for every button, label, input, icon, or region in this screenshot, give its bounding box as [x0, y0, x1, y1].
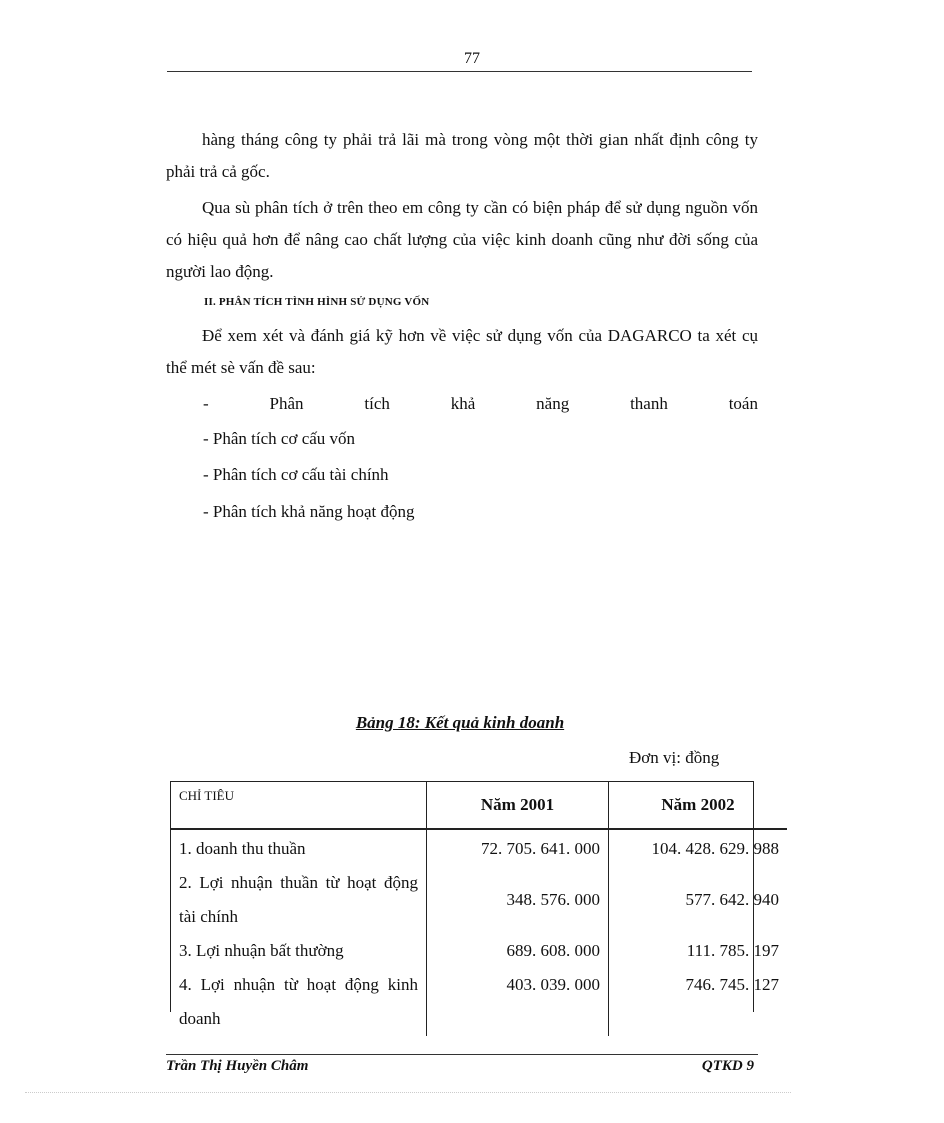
value-2002: 104. 428. 629. 988 — [609, 829, 788, 866]
table-row — [171, 829, 787, 866]
row-label: 2. Lợi nhuận thuần từ hoạt động tài chính — [179, 873, 418, 926]
footer-rule — [166, 1054, 758, 1055]
bullet-item-financial-structure: - Phân tích cơ cấu tài chính — [203, 465, 389, 484]
header-year-2001: Năm 2001 — [427, 782, 609, 829]
bullet-word: tích — [364, 394, 390, 413]
table-unit: Đơn vị: đồng — [629, 748, 720, 767]
section-heading: II. PHÂN TÍCH TÌNH HÌNH SỬ DỤNG VỐN — [204, 296, 430, 308]
row-label: 3. Lợi nhuận bất thường — [179, 941, 344, 960]
paragraph-3: Để xem xét và đánh giá kỹ hơn về việc sử dụng vốn của DAGARCO ta xét cụ thể mét sè vấn đề sau: — [166, 326, 758, 377]
bullet-word: - — [203, 394, 209, 413]
bullet-item-capital-structure: - Phân tích cơ cấu vốn — [203, 429, 356, 448]
table-row — [171, 968, 787, 1036]
bullet-word: khả — [450, 394, 476, 413]
footer-author: Trần Thị Huyền Châm — [166, 1058, 309, 1074]
bullet-word: toán — [728, 394, 758, 413]
footer-course: QTKD 9 — [701, 1058, 754, 1074]
value-2002: 577. 642. 940 — [609, 866, 788, 934]
value-2002: 746. 745. 127 — [609, 968, 788, 1036]
header-indicator: CHỈ TIÊU — [171, 782, 427, 829]
value-2001: 348. 576. 000 — [427, 866, 609, 934]
table-header-row — [171, 782, 787, 829]
page-number: 77 — [464, 50, 480, 67]
value-2001: 72. 705. 641. 000 — [427, 829, 609, 866]
bullet-word: năng — [536, 394, 570, 413]
page-bottom-edge — [25, 1092, 791, 1093]
paragraph-2: Qua sù phân tích ở trên theo em công ty cần có biện pháp để sử dụng nguồn vốn có hiệu quả hơn để nâng cao chất lượng của việc kinh doanh cũng như đời sống của người lao động. — [166, 198, 758, 281]
header-year-2002: Năm 2002 — [609, 782, 788, 829]
bullet-item-operating-ability: - Phân tích khả năng hoạt động — [203, 502, 415, 521]
business-results-table — [170, 781, 779, 1028]
row-label: 1. doanh thu thuần — [179, 839, 306, 858]
table-row — [171, 934, 787, 968]
row-label: 4. Lợi nhuận từ hoạt động kinh doanh — [179, 975, 418, 1028]
table-title: Bảng 18: Kết quả kinh doanh — [355, 713, 565, 732]
value-2001: 689. 608. 000 — [427, 934, 609, 968]
bullet-word: thanh — [630, 394, 668, 413]
value-2001: 403. 039. 000 — [427, 968, 609, 1036]
bullet-item-payment-ability — [203, 388, 758, 420]
table-row — [171, 866, 787, 934]
paragraph-1: hàng tháng công ty phải trả lãi mà trong vòng một thời gian nhất định công ty phải trả cả gốc. — [166, 130, 758, 181]
header-rule — [167, 71, 752, 72]
value-2002: 111. 785. 197 — [609, 934, 788, 968]
bullet-word: Phân — [269, 394, 304, 413]
